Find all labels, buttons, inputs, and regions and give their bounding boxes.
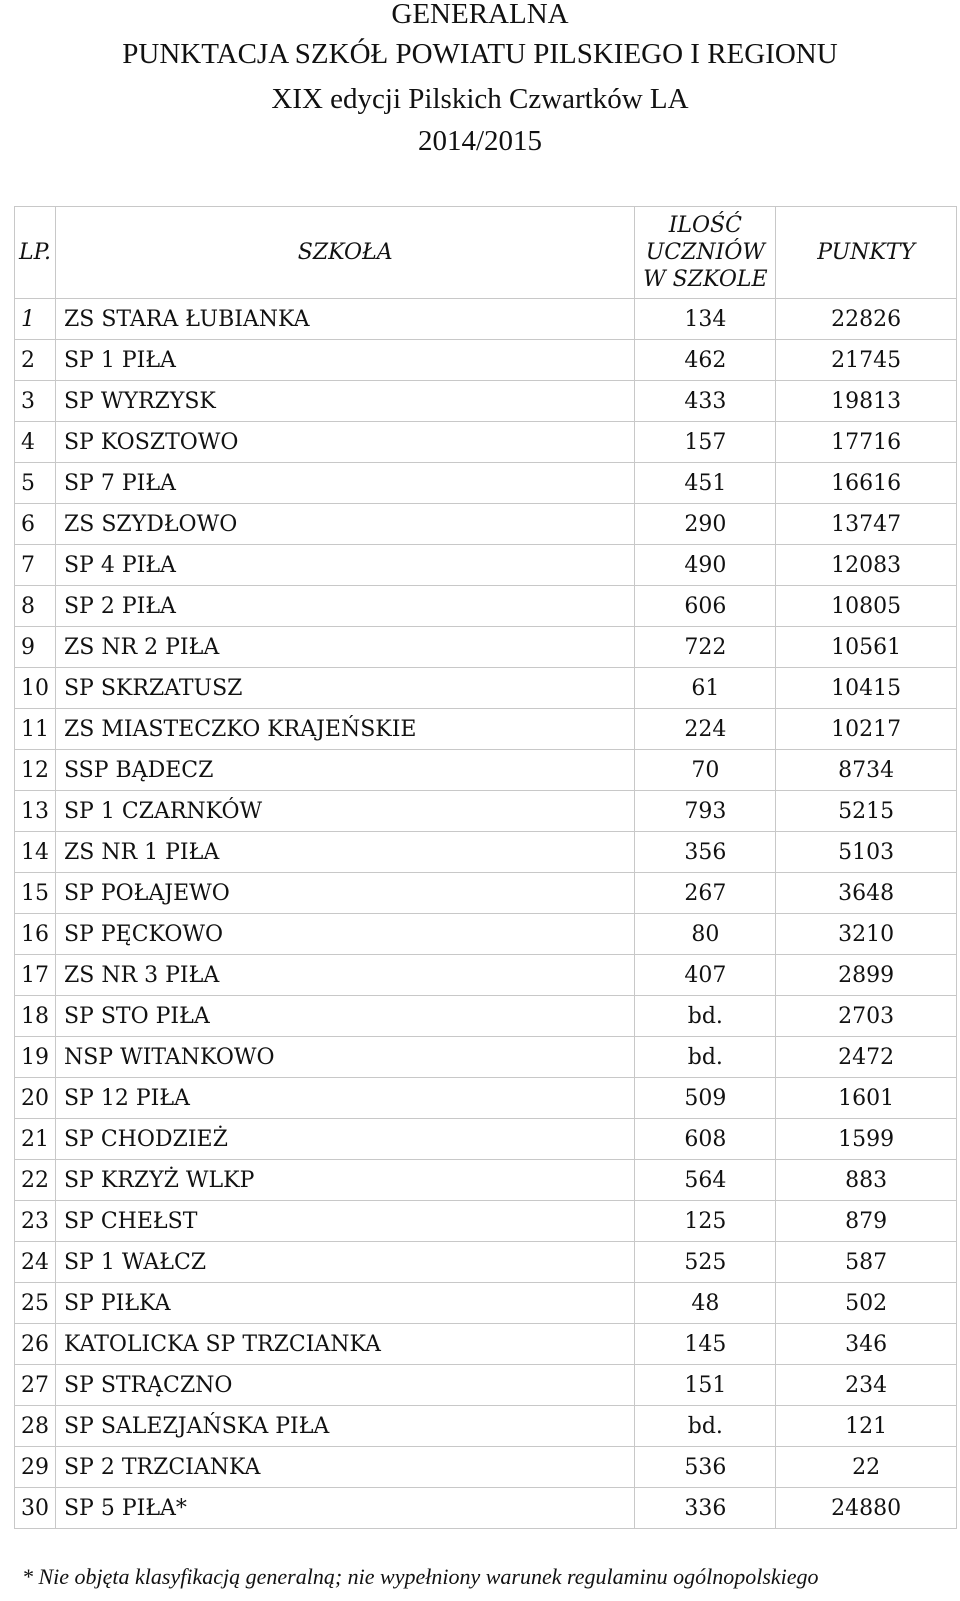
row-points: 234: [776, 1365, 957, 1406]
row-points: 2703: [776, 996, 957, 1037]
row-school: SP CHEŁST: [55, 1201, 634, 1242]
row-lp: 6: [15, 504, 56, 545]
row-school: SP SALEZJAŃSKA PIŁA: [55, 1406, 634, 1447]
row-school: SP POŁAJEWO: [55, 873, 634, 914]
results-table: [14, 206, 957, 1529]
row-pupils: 151: [635, 1365, 776, 1406]
row-pupils: 407: [635, 955, 776, 996]
table-row: [15, 873, 957, 914]
row-pupils: 267: [635, 873, 776, 914]
row-points: 22: [776, 1447, 957, 1488]
row-school: ZS STARA ŁUBIANKA: [55, 299, 634, 340]
row-pupils: bd.: [635, 996, 776, 1037]
row-pupils: 525: [635, 1242, 776, 1283]
table-row: [15, 422, 957, 463]
table-row: [15, 1488, 957, 1529]
row-school: SP KRZYŻ WLKP: [55, 1160, 634, 1201]
row-points: 24880: [776, 1488, 957, 1529]
row-pupils: bd.: [635, 1037, 776, 1078]
row-pupils: 48: [635, 1283, 776, 1324]
row-lp: 7: [15, 545, 56, 586]
row-lp: 27: [15, 1365, 56, 1406]
table-row: [15, 340, 957, 381]
row-lp: 4: [15, 422, 56, 463]
row-lp: 21: [15, 1119, 56, 1160]
table-row: [15, 1160, 957, 1201]
row-pupils: 722: [635, 627, 776, 668]
row-points: 502: [776, 1283, 957, 1324]
row-school: SP 4 PIŁA: [55, 545, 634, 586]
row-points: 587: [776, 1242, 957, 1283]
row-school: ZS SZYDŁOWO: [55, 504, 634, 545]
row-school: SP 1 CZARNKÓW: [55, 791, 634, 832]
row-pupils: 564: [635, 1160, 776, 1201]
row-points: 16616: [776, 463, 957, 504]
header-pupils: [635, 207, 776, 299]
row-school: ZS MIASTECZKO KRAJEŃSKIE: [55, 709, 634, 750]
row-school: SSP BĄDECZ: [55, 750, 634, 791]
row-points: 346: [776, 1324, 957, 1365]
row-pupils: bd.: [635, 1406, 776, 1447]
row-pupils: 125: [635, 1201, 776, 1242]
row-pupils: 793: [635, 791, 776, 832]
row-points: 10805: [776, 586, 957, 627]
row-points: 10415: [776, 668, 957, 709]
header-pupils-line-3: W SZKOLE: [643, 267, 768, 292]
row-school: SP PĘCKOWO: [55, 914, 634, 955]
row-school: SP 1 PIŁA: [55, 340, 634, 381]
row-pupils: 290: [635, 504, 776, 545]
row-lp: 25: [15, 1283, 56, 1324]
row-points: 1601: [776, 1078, 957, 1119]
table-row: [15, 1037, 957, 1078]
table-row: [15, 1119, 957, 1160]
title-line-3: XIX edycji Pilskich Czwartków LA: [271, 83, 689, 115]
row-points: 21745: [776, 340, 957, 381]
row-points: 2472: [776, 1037, 957, 1078]
row-school: SP 12 PIŁA: [55, 1078, 634, 1119]
table-row: [15, 1242, 957, 1283]
table-row: [15, 504, 957, 545]
table-row: [15, 1447, 957, 1488]
header-points: PUNKTY: [776, 207, 957, 299]
table-row: [15, 832, 957, 873]
row-points: 5215: [776, 791, 957, 832]
table-row: [15, 996, 957, 1037]
table-row: [15, 381, 957, 422]
row-pupils: 145: [635, 1324, 776, 1365]
row-points: 5103: [776, 832, 957, 873]
table-row: [15, 299, 957, 340]
row-school: KATOLICKA SP TRZCIANKA: [55, 1324, 634, 1365]
row-lp: 2: [15, 340, 56, 381]
table-row: [15, 955, 957, 996]
table-row: [15, 1365, 957, 1406]
row-lp: 26: [15, 1324, 56, 1365]
row-lp: 24: [15, 1242, 56, 1283]
row-lp: 20: [15, 1078, 56, 1119]
row-lp: 16: [15, 914, 56, 955]
row-lp: 9: [15, 627, 56, 668]
row-pupils: 509: [635, 1078, 776, 1119]
row-school: SP 5 PIŁA*: [55, 1488, 634, 1529]
row-points: 17716: [776, 422, 957, 463]
row-school: SP STO PIŁA: [55, 996, 634, 1037]
table-row: [15, 750, 957, 791]
row-lp: 11: [15, 709, 56, 750]
row-school: SP 2 TRZCIANKA: [55, 1447, 634, 1488]
row-points: 3648: [776, 873, 957, 914]
row-school: SP 2 PIŁA: [55, 586, 634, 627]
row-school: SP PIŁKA: [55, 1283, 634, 1324]
row-lp: 3: [15, 381, 56, 422]
table-row: [15, 914, 957, 955]
table-body: [15, 299, 957, 1529]
row-lp: 1: [15, 299, 56, 340]
row-points: 19813: [776, 381, 957, 422]
row-lp: 18: [15, 996, 56, 1037]
row-school: SP KOSZTOWO: [55, 422, 634, 463]
row-school: ZS NR 2 PIŁA: [55, 627, 634, 668]
table-row: [15, 463, 957, 504]
row-pupils: 462: [635, 340, 776, 381]
row-lp: 22: [15, 1160, 56, 1201]
row-pupils: 490: [635, 545, 776, 586]
title-line-4: 2014/2015: [417, 125, 543, 157]
row-lp: 10: [15, 668, 56, 709]
row-pupils: 433: [635, 381, 776, 422]
row-lp: 19: [15, 1037, 56, 1078]
row-pupils: 61: [635, 668, 776, 709]
row-pupils: 80: [635, 914, 776, 955]
row-pupils: 70: [635, 750, 776, 791]
title-line-2: PUNKTACJA SZKÓŁ POWIATU PILSKIEGO I REGIONU: [122, 38, 838, 70]
table-row: [15, 709, 957, 750]
row-lp: 15: [15, 873, 56, 914]
table-row: [15, 586, 957, 627]
row-points: 2899: [776, 955, 957, 996]
header-lp: LP.: [15, 207, 56, 299]
row-lp: 14: [15, 832, 56, 873]
header-school: SZKOŁA: [55, 207, 634, 299]
row-pupils: 224: [635, 709, 776, 750]
table-row: [15, 1406, 957, 1447]
row-lp: 28: [15, 1406, 56, 1447]
footnote: * Nie objęta klasyfikacją generalną; nie wypełniony warunek regulaminu ogólnopolskiego: [22, 1564, 819, 1589]
title-line-1: GENERALNA: [391, 0, 569, 30]
table-row: [15, 545, 957, 586]
row-school: SP WYRZYSK: [55, 381, 634, 422]
row-pupils: 134: [635, 299, 776, 340]
row-points: 10561: [776, 627, 957, 668]
row-school: SP SKRZATUSZ: [55, 668, 634, 709]
row-points: 121: [776, 1406, 957, 1447]
row-school: SP STRĄCZNO: [55, 1365, 634, 1406]
row-school: SP 1 WAŁCZ: [55, 1242, 634, 1283]
row-points: 8734: [776, 750, 957, 791]
header-pupils-line-2: UCZNIÓW: [645, 240, 765, 265]
row-lp: 23: [15, 1201, 56, 1242]
row-lp: 30: [15, 1488, 56, 1529]
row-points: 879: [776, 1201, 957, 1242]
row-points: 3210: [776, 914, 957, 955]
row-pupils: 157: [635, 422, 776, 463]
row-points: 12083: [776, 545, 957, 586]
row-pupils: 356: [635, 832, 776, 873]
row-school: ZS NR 3 PIŁA: [55, 955, 634, 996]
row-pupils: 451: [635, 463, 776, 504]
row-school: SP 7 PIŁA: [55, 463, 634, 504]
row-pupils: 606: [635, 586, 776, 627]
table-header-row: [15, 207, 957, 299]
row-pupils: 536: [635, 1447, 776, 1488]
row-lp: 8: [15, 586, 56, 627]
row-lp: 13: [15, 791, 56, 832]
row-lp: 29: [15, 1447, 56, 1488]
table-row: [15, 1201, 957, 1242]
row-lp: 5: [15, 463, 56, 504]
table-row: [15, 668, 957, 709]
row-lp: 17: [15, 955, 56, 996]
row-school: NSP WITANKOWO: [55, 1037, 634, 1078]
row-points: 10217: [776, 709, 957, 750]
table-row: [15, 1324, 957, 1365]
table-row: [15, 791, 957, 832]
row-school: ZS NR 1 PIŁA: [55, 832, 634, 873]
row-pupils: 608: [635, 1119, 776, 1160]
row-points: 1599: [776, 1119, 957, 1160]
table-row: [15, 627, 957, 668]
table-row: [15, 1078, 957, 1119]
header-pupils-line-1: ILOŚĆ: [668, 213, 742, 238]
row-points: 13747: [776, 504, 957, 545]
table-row: [15, 1283, 957, 1324]
row-lp: 12: [15, 750, 56, 791]
row-points: 883: [776, 1160, 957, 1201]
row-points: 22826: [776, 299, 957, 340]
row-pupils: 336: [635, 1488, 776, 1529]
row-school: SP CHODZIEŻ: [55, 1119, 634, 1160]
